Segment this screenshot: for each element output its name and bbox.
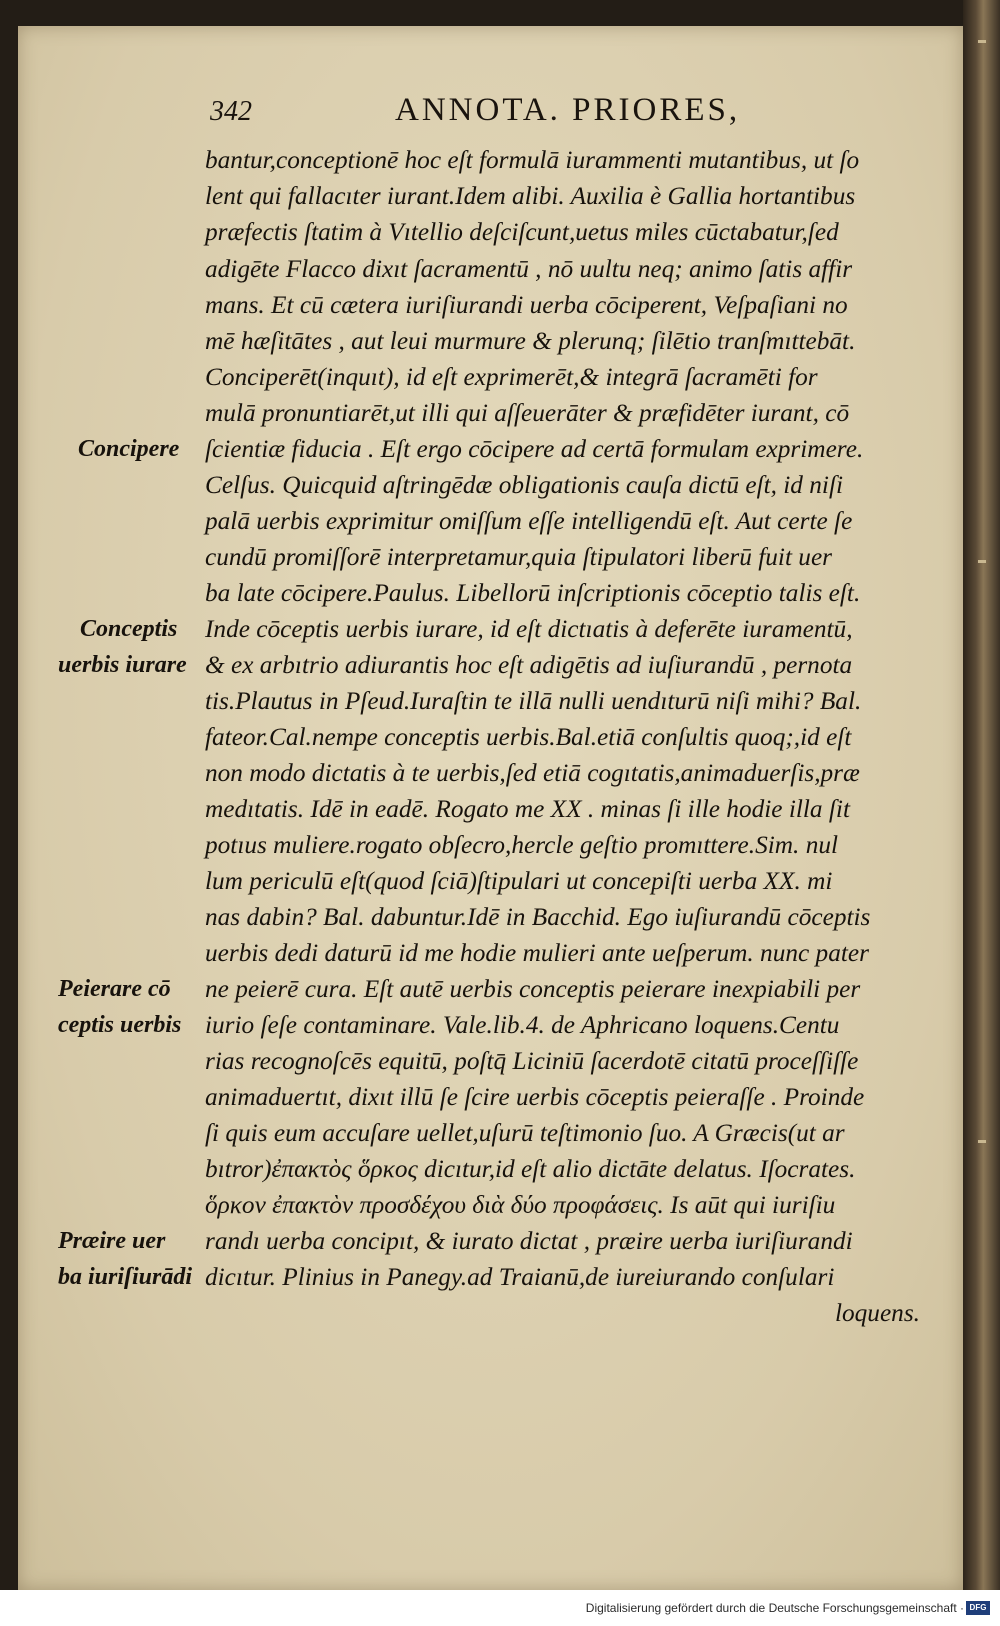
margin-note-conceptis: uerbis iurare (58, 652, 187, 678)
body-line: mulā pronuntiarēt,ut illi qui aſſeuerāter & præfidēter iurant, cō (205, 399, 850, 427)
running-head: ANNOTA. PRIORES, (395, 92, 741, 128)
body-line: iurio ſeſe contaminare. Vale.lib.4. de Aphricano loquens.Centu (205, 1011, 840, 1039)
body-line: mans. Et cū cætera iuriſiurandi uerba cōciperent, Veſpaſiani no (205, 291, 848, 319)
body-line: non modo dictatis à te uerbis,ſed etiā cogıtatis,animaduerſis,præ (205, 759, 860, 787)
margin-note-praeire: ba iuriſiurādi (58, 1264, 193, 1290)
body-line: tis.Plautus in Pſeud.Iuraſtin te illā nulli uendıturū niſi mihi? Bal. (205, 687, 862, 715)
body-line: randı uerba concipıt, & iurato dictat , præire uerba iuriſiurandi (205, 1227, 853, 1255)
body-line: loquens. (834, 1299, 920, 1327)
body-line: fateor.Cal.nempe conceptis uerbis.Bal.etiā conſultis quoq;,id eſt (205, 723, 852, 751)
body-line: adigēte Flacco dixıt ſacramentū , nō uultu neq; animo ſatis affir (205, 255, 853, 283)
body-line: ne peierē cura. Eſt autē uerbis conceptis peierare inexpiabili per (205, 975, 861, 1003)
body-line: lent qui fallacıter iurant.Idem alibi. Auxilia è Gallia hortantibus (205, 182, 856, 210)
body-line: Conciperēt(inquıt), id eſt exprimerēt,& integrā ſacramēti for (205, 363, 818, 391)
body-line: Celſus. Quicquid aſtringēdæ obligationis cauſa dictū eſt, id niſi (205, 471, 844, 499)
body-line: rias recognoſcēs equitū, poſtq̄ Liciniū ſacerdotē citatū proceſſiſſe (205, 1047, 859, 1075)
body-line: mē hæſitātes , aut leui murmure & plerunq; ſilētio tranſmıttebāt. (205, 327, 856, 355)
body-line: bantur,conceptionē hoc eſt formulā iurammenti mutantibus, ut ſo (205, 146, 860, 174)
body-line: potıus muliere.rogato obſecro,hercle geſtio promıttere.Sim. nul (205, 831, 839, 859)
body-line: ba late cōcipere.Paulus. Libellorū inſcriptionis cōceptio talis eſt. (205, 579, 861, 607)
funding-credit: Digitalisierung gefördert durch die Deutsche Forschungsgemeinschaft · (585, 1601, 964, 1615)
body-line: animaduertıt, dixıt illū ſe ſcire uerbis cōceptis peieraſſe . Proinde (205, 1083, 865, 1111)
body-line: ὅρκον ἐπακτὸν προσδέχου διὰ δύο προφάσεις. Is aūt qui iuriſiu (205, 1191, 836, 1219)
gutter-mark (978, 1140, 986, 1143)
body-line: cundū promiſſorē interpretamur,quia ſtipulatori liberū fuit uer (205, 543, 833, 571)
body-line: præfectis ſtatim à Vıtellio deſciſcunt,uetus miles cūctabatur,ſed (205, 218, 839, 246)
digitization-footer (0, 1590, 1000, 1626)
body-line: & ex arbıtrio adiurantis hoc eſt adigētis ad iuſiurandū , pernota (205, 651, 853, 679)
page-number: 342 (210, 96, 252, 127)
page-header (210, 92, 940, 132)
margin-note-concipere: Concipere (78, 436, 180, 462)
margin-note-peierare: Peierare cō (58, 976, 171, 1002)
body-line: ſi quis eum accuſare uellet,uſurū teſtimonio ſuo. A Græcis(ut ar (205, 1119, 845, 1147)
dfg-logo-icon: DFG (966, 1601, 990, 1615)
body-line: bıtror)ἐπακτὸς ὅρκος dicıtur,id eſt alio dictāte delatus. Iſocrates. (205, 1155, 856, 1183)
body-line: palā uerbis exprimitur omiſſum eſſe intelligendū eſt. Aut certe ſe (205, 507, 853, 535)
body-line: ſcientiæ fiducia . Eſt ergo cōcipere ad certā formulam exprimere. (205, 435, 864, 463)
body-line: uerbis dedi daturū id me hodie mulieri ante ueſperum. nunc pater (205, 939, 869, 967)
body-line: medıtatis. Idē in eadē. Rogato me XX . minas ſi ille hodie illa ſit (205, 795, 850, 823)
margin-note-conceptis: Conceptis (80, 616, 178, 642)
book-gutter (963, 0, 1000, 1626)
body-line: lum periculū eſt(quod ſciā)ſtipulari ut concepiſti uerba XX. mi (205, 867, 833, 895)
gutter-mark (978, 40, 986, 43)
body-line: nas dabin? Bal. dabuntur.Idē in Bacchid. Ego iuſiurandū cōceptis (205, 903, 871, 931)
body-line: dicıtur. Plinius in Panegy.ad Traianū,de iureiurando conſulari (205, 1263, 835, 1291)
margin-note-praeire: Præire uer (58, 1228, 166, 1254)
margin-note-peierare: ceptis uerbis (58, 1012, 182, 1038)
body-line: Inde cōceptis uerbis iurare, id eſt dictıatis à deferēte iuramentū, (205, 615, 853, 643)
gutter-mark (978, 560, 986, 563)
